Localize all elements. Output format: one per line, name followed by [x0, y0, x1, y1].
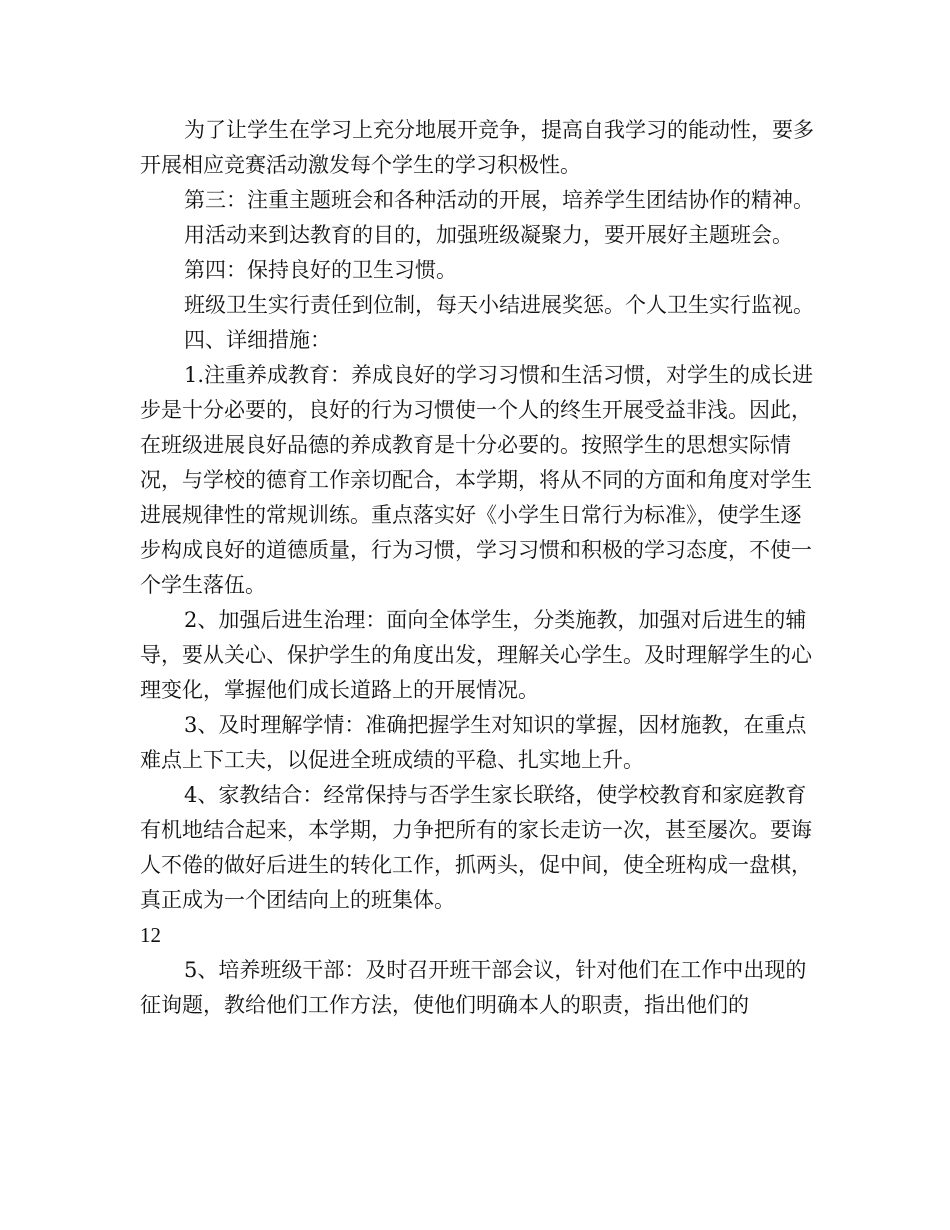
measure-item-4: 4、家教结合：经常保持与否学生家长联络，使学校教育和家庭教育有机地结合起来，本学期，力争把所有的家长走访一次，甚至屡次。要诲人不倦的做好后进生的转化工作，抓两头，促中间，使全班构成一盘棋，真正成为一个团结向上的班集体。 — [140, 783, 812, 912]
measure-item-1: 1.注重养成教育：养成良好的学习习惯和生活习惯，对学生的成长进步是十分必要的，良好的行为习惯使一个人的终生开展受益非浅。因此，在班级进展良好品德的养成教育是十分必要的。按照学生的思想实际情况，与学校的德育工作亲切配合，本学期，将从不同的方面和角度对学生进展规律性的常规训练。重点落实好《小学生日常行为标准》，使学生逐步构成良好的道德质量，行为习惯，学习习惯和积极的学习态度，不使一个学生落伍。 — [140, 363, 814, 597]
heading-point-three: 第三：注重主题班会和各种活动的开展，培养学生团结协作的精神。 — [184, 188, 814, 212]
measure-item-2: 2、加强后进生治理：面向全体学生，分类施教，加强对后进生的辅导，要从关心、保护学生的角度出发，理解关心学生。及时理解学生的心理变化，掌握他们成长道路上的开展情况。 — [140, 608, 812, 702]
page-number: 12 — [140, 923, 161, 947]
section-heading-measures: 四、详细措施： — [184, 328, 331, 352]
measure-item-5: 5、培养班级干部：及时召开班干部会议，针对他们在工作中出现的征询题，教给他们工作方法，使他们明确本人的职责，指出他们的 — [140, 958, 807, 1017]
paragraph-class-meeting: 用活动来到达教育的目的，加强班级凝聚力，要开展好主题班会。 — [184, 223, 793, 247]
paragraph-competition: 为了让学生在学习上充分地展开竞争，提高自我学习的能动性，要多开展相应竞赛活动激发每个学生的学习积极性。 — [140, 118, 814, 177]
heading-point-four: 第四：保持良好的卫生习惯。 — [184, 258, 457, 282]
measure-item-3: 3、及时理解学情：准确把握学生对知识的掌握，因材施教，在重点难点上下工夫，以促进全班成绩的平稳、扎实地上升。 — [140, 713, 807, 772]
paragraph-hygiene: 班级卫生实行责任到位制，每天小结进展奖惩。个人卫生实行监视。 — [184, 293, 814, 317]
document-body — [140, 113, 820, 1023]
